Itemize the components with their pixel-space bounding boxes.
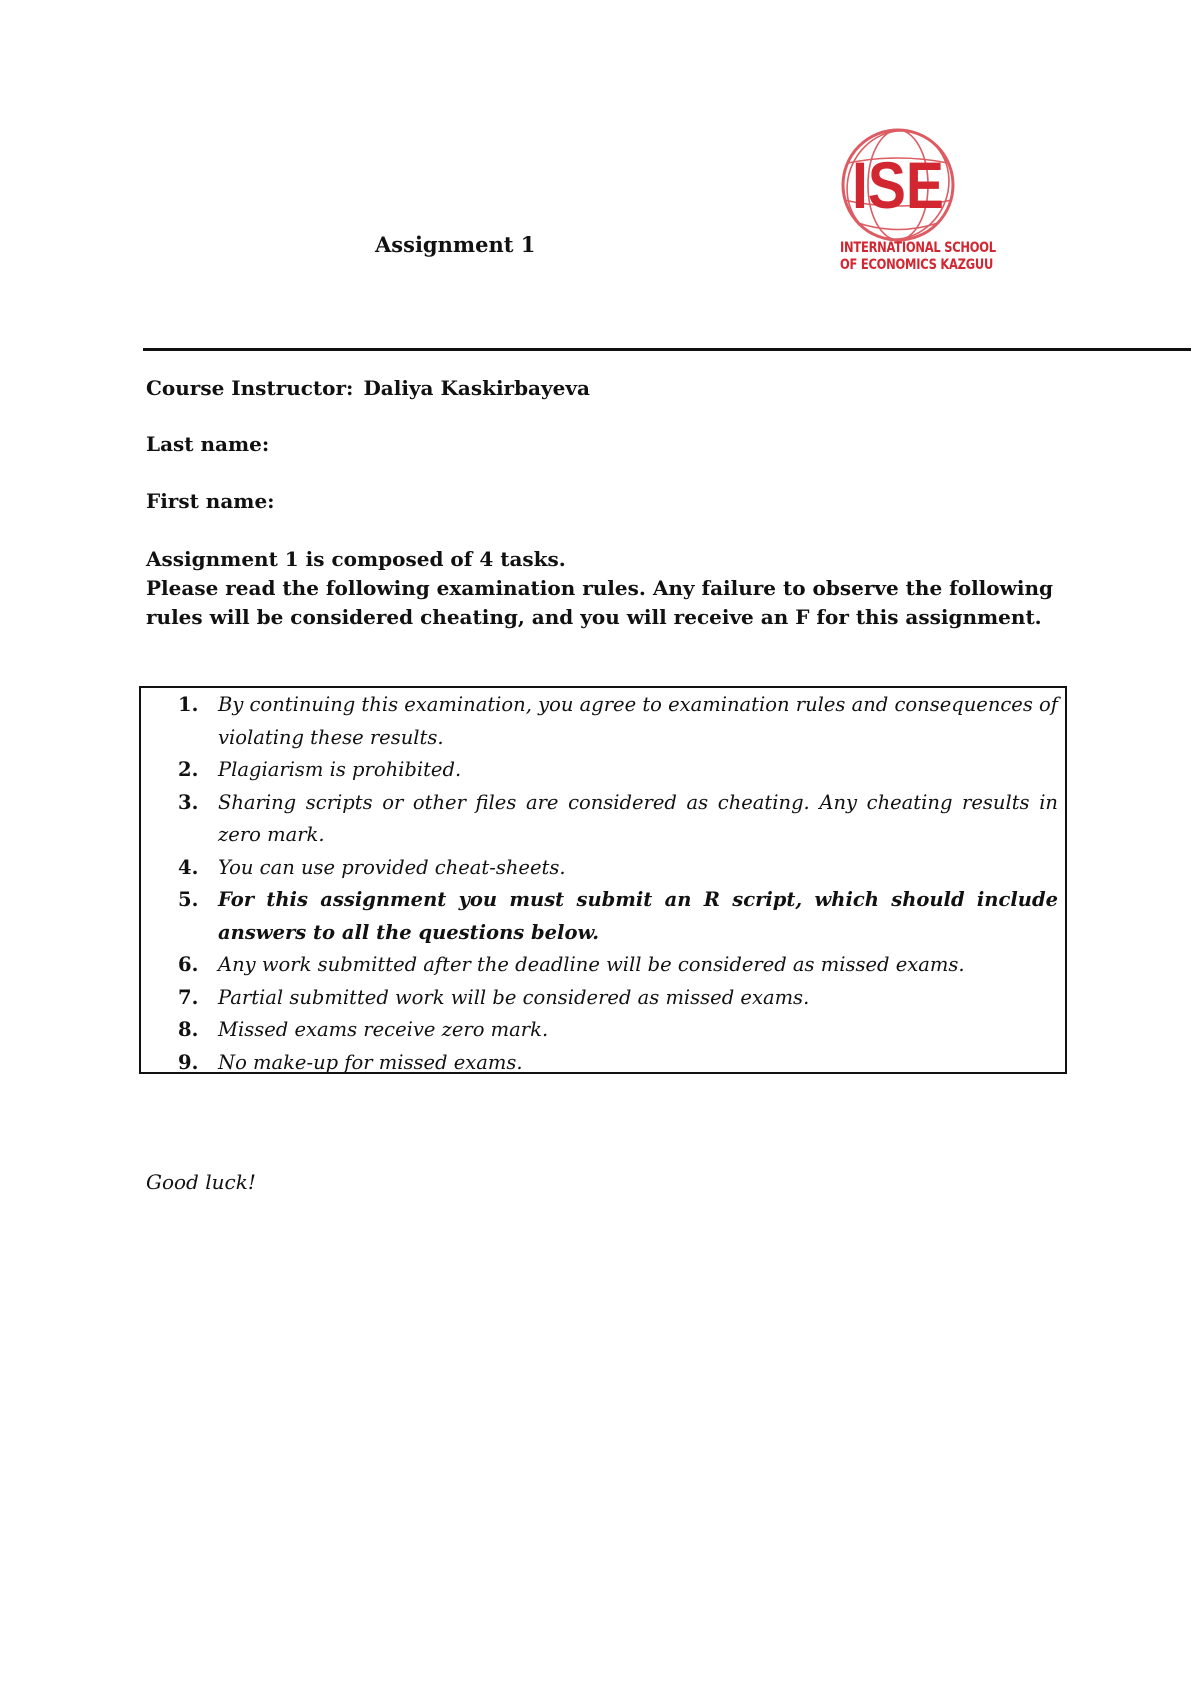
header-divider — [143, 348, 1191, 351]
instructor-field — [146, 376, 590, 400]
rule-item: 8. Missed exams receive zero mark. — [178, 1018, 549, 1041]
intro-text — [146, 545, 1076, 632]
logo-wordmark: ISE — [852, 148, 944, 222]
rule-item: 3. Sharing scripts or other files are considered as cheating. Any cheating results in zero mark. — [178, 790, 1058, 846]
rule-item: 2. Plagiarism is prohibited. — [178, 758, 462, 781]
instructor-label: Course Instructor: — [146, 376, 354, 400]
logo-caption: INTERNATIONAL SCHOOL OF ECONOMICS KAZGUU — [840, 240, 996, 273]
intro-line-2: Please read the following examination rules. Any failure to observe the following rules will be considered cheating, and you will receive an F for this assignment. — [146, 576, 1053, 629]
page-title: Assignment 1 — [375, 232, 536, 257]
rule-item: 9. No make-up for missed exams. — [178, 1050, 523, 1074]
intro-line-1: Assignment 1 is composed of 4 tasks. — [146, 547, 566, 571]
first-name-label: First name: — [146, 489, 275, 513]
instructor-name: Daliya Kaskirbayeva — [363, 376, 590, 400]
last-name-label: Last name: — [146, 432, 270, 456]
rule-item: 6. Any work submitted after the deadline will be considered as missed exams. — [178, 953, 965, 976]
rules-list — [178, 689, 1058, 1079]
rule-item: 5. For this assignment you must submit an R script, which should include answers to all the questions below. — [178, 888, 1058, 944]
closing-text: Good luck! — [146, 1170, 256, 1194]
rule-item: 7. Partial submitted work will be considered as missed exams. — [178, 985, 810, 1009]
rule-item: 1. By continuing this examination, you agree to examination rules and consequences of violating these results. — [178, 693, 1059, 749]
rule-item: 4. You can use provided cheat-sheets. — [178, 855, 566, 879]
